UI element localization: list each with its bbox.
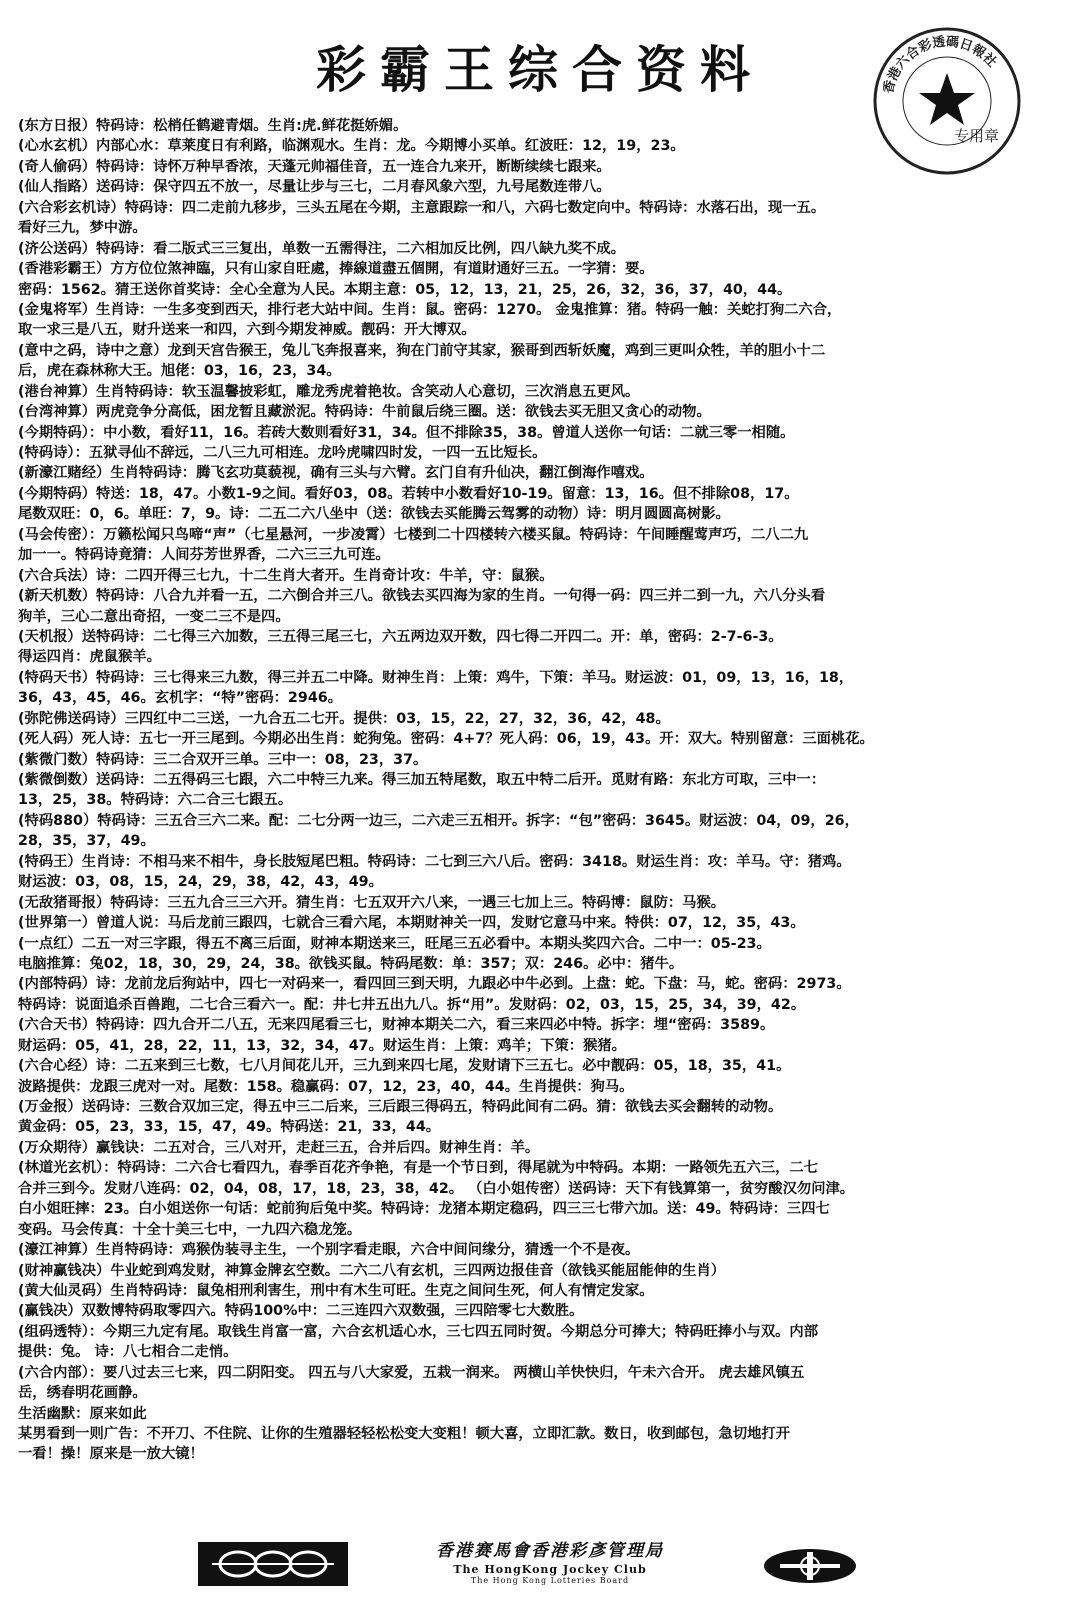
text-line: 后，虎在森林称大王。旭佬：03，16，23，34。 xyxy=(18,363,341,380)
text-line: (特码诗）：五狱寻仙不辞远，二八三九可相连。龙吟虎啸四时发，一四一五比短长。 xyxy=(18,445,547,461)
text-line: 看好三九，梦中游。 xyxy=(18,220,147,237)
text-line: 电脑推算：兔02，18，30，29，24，38。欲钱买鼠。特码尾数：单：357；双：246。必中：猪牛。 xyxy=(18,955,684,972)
text-line: (新天机数）特码诗：八合九并看一五，二六倒合并三八。欲钱去买四海为家的生肖。一句得一码：四三并二到一九，六八分头看 xyxy=(18,588,826,605)
text-line: (万金报）送码诗：三数合双加三定，得五中三二后来，三后跟三得码五，特码此间有二码。猜：欲钱去买会翻转的动物。 xyxy=(18,1099,783,1115)
text-line: (组码透特）：今期三九定有尾。取钱生肖富一富，六合玄机适心水，三七四五同时贺。今期总分可捧大；特码旺捧小与双。内部 xyxy=(18,1323,819,1340)
text-line: (奇人偷码）特码诗：诗怀万种早香浓，天蓬元帅福佳音，五一连合九来开，断断续续七跟来。 xyxy=(18,158,611,175)
text-line: 密码：1562。猜王送你首奖诗：全心全意为人民。本期主意：05，12，13，21，25，26，32，36，37，40，44。 xyxy=(18,281,792,298)
text-line: (六合天书）特码诗：四九合开二八五，无来四尾看三七，财神本期关二六，看三来四必中特。拆字：埋“密码：3589。 xyxy=(18,1017,775,1034)
jockey-club-logo-icon xyxy=(198,1542,348,1586)
text-line: 变码。马会传真：十全十美三七中，一九四六稳龙笼。 xyxy=(18,1221,362,1238)
text-line: 得运四肖：虎鼠猴羊。 xyxy=(18,649,161,666)
text-line: (死人码）死人诗：五七一开三尾到。今期必出生肖：蛇狗兔。密码：4+7？死人码：06，19，43。开：双大。特别留意：三面桃花。 xyxy=(18,731,874,748)
text-line: (特码天书）特码诗：三七得来三九数，得三并五二中降。财神生肖：上策：鸡牛，下策：羊马。财运波：01，09，13，16，18， xyxy=(18,669,854,686)
text-line: (财神赢钱决）牛业蛇到鸡发财，神算金牌玄空数。二六二八有玄机，三四两边报佳音（欲钱买能屈能伸的生肖） xyxy=(18,1262,726,1279)
text-line: (赢钱决）双数博特码取零四六。特码100%中：二三连四六双数强，三四陪零七大数胜。 xyxy=(18,1303,584,1320)
footer xyxy=(0,1528,1080,1598)
text-line: 加一一。特码诗竟猜：人间芬芳世界香，二六三三九可连。 xyxy=(18,547,390,564)
text-line: (今期特码）：中小数，看好11，16。若砖大数则看好31，34。但不排除35，38。曾道人送你一句话：二就三零一相随。 xyxy=(18,424,795,441)
text-line: (马会传密）：万籁松闻只鸟啼“声”（七星悬河，一步凌霄）七楼到二十四楼转六楼买鼠。特码诗：午间睡醒莺声巧，二八二九 xyxy=(18,526,809,543)
text-line: 合并三到今。发财八连码：02，04，08，17，18，23，38，42。 （白小姐传密）送码诗：天下有钱算第一，贫穷酸汉勿问津。 xyxy=(18,1180,855,1197)
text-line: (黄大仙灵码）生肖特码诗：鼠兔相刑利害生，刑中有木生可旺。生克之间问生死，何人有情定发家。 xyxy=(18,1282,654,1299)
text-line: 波路提供：龙跟三虎对一对。尾数：158。稳赢码：07，12，23，40，44。生肖提供：狗马。 xyxy=(18,1078,634,1095)
text-line: (六合心经）诗：二五来到三七数，七八月间花儿开，三九到来四七尾，发财请下三五七。必中靓码：05，18，35，41。 xyxy=(18,1058,791,1075)
text-line: (六合兵法）诗：二四开得三七九，十二生肖大者开。生肖奇计攻：牛羊，守：鼠猴。 xyxy=(18,567,554,584)
text-line: (内部特码）诗：龙前龙后狗站中，四七一对码来一，看四回三到天明，九跟必中牛必到。上盘：蛇。下盘：马，蛇。密码：2973。 xyxy=(18,976,851,993)
text-line: (新濠江赌经）生肖特码诗：腾飞玄功莫藐视，确有三头与六臂。玄门自有升仙决，翻江倒海作嘻戏。 xyxy=(18,465,654,482)
text-line: (港台神算）生肖特码诗：软玉温馨披彩虹，雕龙秀虎着艳妆。含笑动人心意切，三次消息五更风。 xyxy=(18,383,640,400)
text-line: (心水玄机）内部心水：草莱度日有利路，临渊观水。生肖：龙。今期博小买单。红波旺：12，19，23。 xyxy=(18,138,685,155)
text-line: 财运波：03，08，15，24，29，38，42，43，49。 xyxy=(18,874,383,891)
text-line: (弥陀佛送码诗）三四红中二三送，一九合五二七开。提供：03，15，22，27，32，36，42，48。 xyxy=(18,710,670,727)
text-line: (香港彩霸王）方方位位煞神臨，只有山家自旺處，捧線道盡五個開，有道財通好三五。一字猜：要。 xyxy=(18,261,654,278)
text-line: (无敌猪哥报）特码诗：三五九合三三六开。猜生肖：七五双开六八来，一遇三七加上三。特码博：鼠防：马猴。 xyxy=(18,894,726,911)
text-line: 某男看到一则广告：不开刀、不住院、让你的生殖器轻轻松松变大变粗！顿大喜，立即汇款。数日，收到邮包，急切地打开 xyxy=(18,1426,791,1442)
text-line: 一看！操！原来是一放大镜！ xyxy=(18,1446,204,1463)
page-title: 彩霸王综合资料 xyxy=(316,40,764,99)
footer-org-en-2: The Hong Kong Lotteries Board xyxy=(470,1576,630,1585)
document-body xyxy=(18,116,1062,1465)
stamp-ring-text: 香港六合彩透碼日報社 xyxy=(881,34,1000,96)
text-line: (东方日报）特码诗：松梢任鹤避青烟。生肖:虎.鲜花挺娇媚。 xyxy=(18,118,408,134)
text-line: (紫微倒数）送码诗：二五得码三七跟，六二中特三九来。得三加五特尾数，取五中特二后开。觅财有路：东北方可取，三中一： xyxy=(18,772,826,788)
text-line: 28，35，37，49。 xyxy=(18,833,155,850)
text-line: 尾数双旺：0，6。单旺：7，9。诗：二五二六八坐中（送：欲钱去买能腾云驾雾的动物）诗：明月圆圆高树影。 xyxy=(18,506,730,523)
text-line: 狗羊，三心二意出奇招，一变二三不是四。 xyxy=(18,608,290,625)
text-line: 取一求三是八五，财升送来一和四，六到今期发神威。靓码：开大博双。 xyxy=(18,322,476,339)
text-line: 提供：兔。 诗：八七相合二走悄。 xyxy=(18,1344,238,1361)
lotteries-board-logo-icon xyxy=(760,1546,860,1586)
text-line: (世界第一）曾道人说：马后龙前三跟四，七就合三看六尾，本期财神关一四，发财它意马中来。特供：07，12，35，43。 xyxy=(18,915,805,932)
text-line: (台湾神算）两虎竞争分高低，困龙暂且藏淤泥。特码诗：牛前鼠后绕三圈。送：欲钱去买无胆又贪心的动物。 xyxy=(18,404,711,421)
footer-org-cn: 香港赛馬會香港彩彥管理局 xyxy=(436,1541,664,1561)
text-line: 白小姐旺摔：23。白小姐送你一句话：蛇前狗后兔中奖。特码诗：龙猪本期定稳码，四三三七带六加。送：49。特码诗：三四七 xyxy=(18,1201,830,1218)
text-line: (特码880）特码诗：三五合三六二来。配：二七分两一边三，二六走三五相开。拆字：“包”密码：3645。财运波：04，09，26， xyxy=(18,812,859,829)
text-line: 13，25，38。特码诗：六二合三七跟五。 xyxy=(18,792,293,809)
text-line: (济公送码）特码诗：看二版式三三复出，单数一五需得注，二六相加反比例，四八缺九奖不成。 xyxy=(18,240,625,257)
text-line: (特码王）生肖诗：不相马来不相牛，身长肢短尾巴粗。特码诗：二七到三六八后。密码：3418。财运生肖：攻：羊马。守：猪鸡。 xyxy=(18,853,851,870)
svg-text:香港六合彩透碼日報社 xyxy=(880,34,999,95)
text-line: (仙人指路）送码诗：保守四五不放一，尽量让步与三七，二月春风象六型，九号尾数连带八。 xyxy=(18,179,611,196)
text-line: (林道光玄机）：特码诗：二六合七看四九，春季百花齐争艳，有是一个节日到，得尾就为中特码。本期：一路领先五六三，二七 xyxy=(18,1160,819,1177)
text-line: 生活幽默：原来如此 xyxy=(18,1405,147,1422)
text-line: (濠江神算）生肖特码诗：鸡猴伪装寻主生，一个别字看走眼，六合中间问缘分，猜透一个不是夜。 xyxy=(18,1242,640,1259)
text-line: (意中之码，诗中之意）龙到天宫告猴王，兔儿飞奔报喜来，狗在门前守其家，猴哥到西斩妖魔，鸡到三更叫众牲，羊的胆小十二 xyxy=(18,342,826,359)
stamp-label: 专用章 xyxy=(954,127,1000,145)
text-line: 岳，绣春明花画静。 xyxy=(18,1385,147,1402)
text-line: 财运码：05，41，28，22，11，13，32，34，47。财运生肖：上策：鸡羊；下策：猴猪。 xyxy=(18,1037,626,1054)
text-line: (金鬼将军）生肖诗：一生多变到西天，排行老大站中间。生肖：鼠。密码：1270。 金鬼推算：猪。特码一触：关蛇打狗二六合， xyxy=(18,301,842,318)
text-line: (天机报）送特码诗：二七得三六加数，三五得三尾三七，六五两边双开数，四七得二开四二。开：单，密码：2-7-6-3。 xyxy=(18,628,783,645)
text-line: (六合内部）：要八过去三七来，四二阴阳变。 四五与八大家爱，五栽一润来。 两横山羊快快归，午未六合开。 虎去雄风镇五 xyxy=(18,1364,805,1381)
text-line: 黄金码：05，23，33，15，47，49。特码送：21，33，44。 xyxy=(18,1119,441,1136)
text-line: 特码诗：说面追杀百兽跑，二七合三看六一。配：井七井五出九八。拆“用”。发财码：02，03，15，25，34，39，42。 xyxy=(18,996,806,1013)
text-line: (今期特码）特送：18，47。小数1-9之间。看好03，08。若转中小数看好10-19。留意：13，16。但不排除08，17。 xyxy=(18,485,799,502)
text-line: 36，43，45，46。玄机字：“特”密码：2946。 xyxy=(18,690,343,707)
text-line: (一点红）二五一对三字跟，得五不离三后面，财神本期送来三，旺尾三五必看中。本期头奖四六合。二中一：05-23。 xyxy=(18,935,771,952)
footer-org-en-1: The HongKong Jockey Club xyxy=(453,1563,647,1576)
text-line: (紫微门数）特码诗：三二合双开三单。三中一：08，23，37。 xyxy=(18,751,428,768)
text-line: (六合彩玄机诗）特码诗：四二走前九移步，三头五尾在今期，主意跟踪一和八，六码七数定向中。特码诗：水落石出，现一五。 xyxy=(18,199,826,216)
text-line: (万众期待）赢钱诀：二五对合，三八对开，走赶三五，合并后四。财神生肖：羊。 xyxy=(18,1139,540,1156)
